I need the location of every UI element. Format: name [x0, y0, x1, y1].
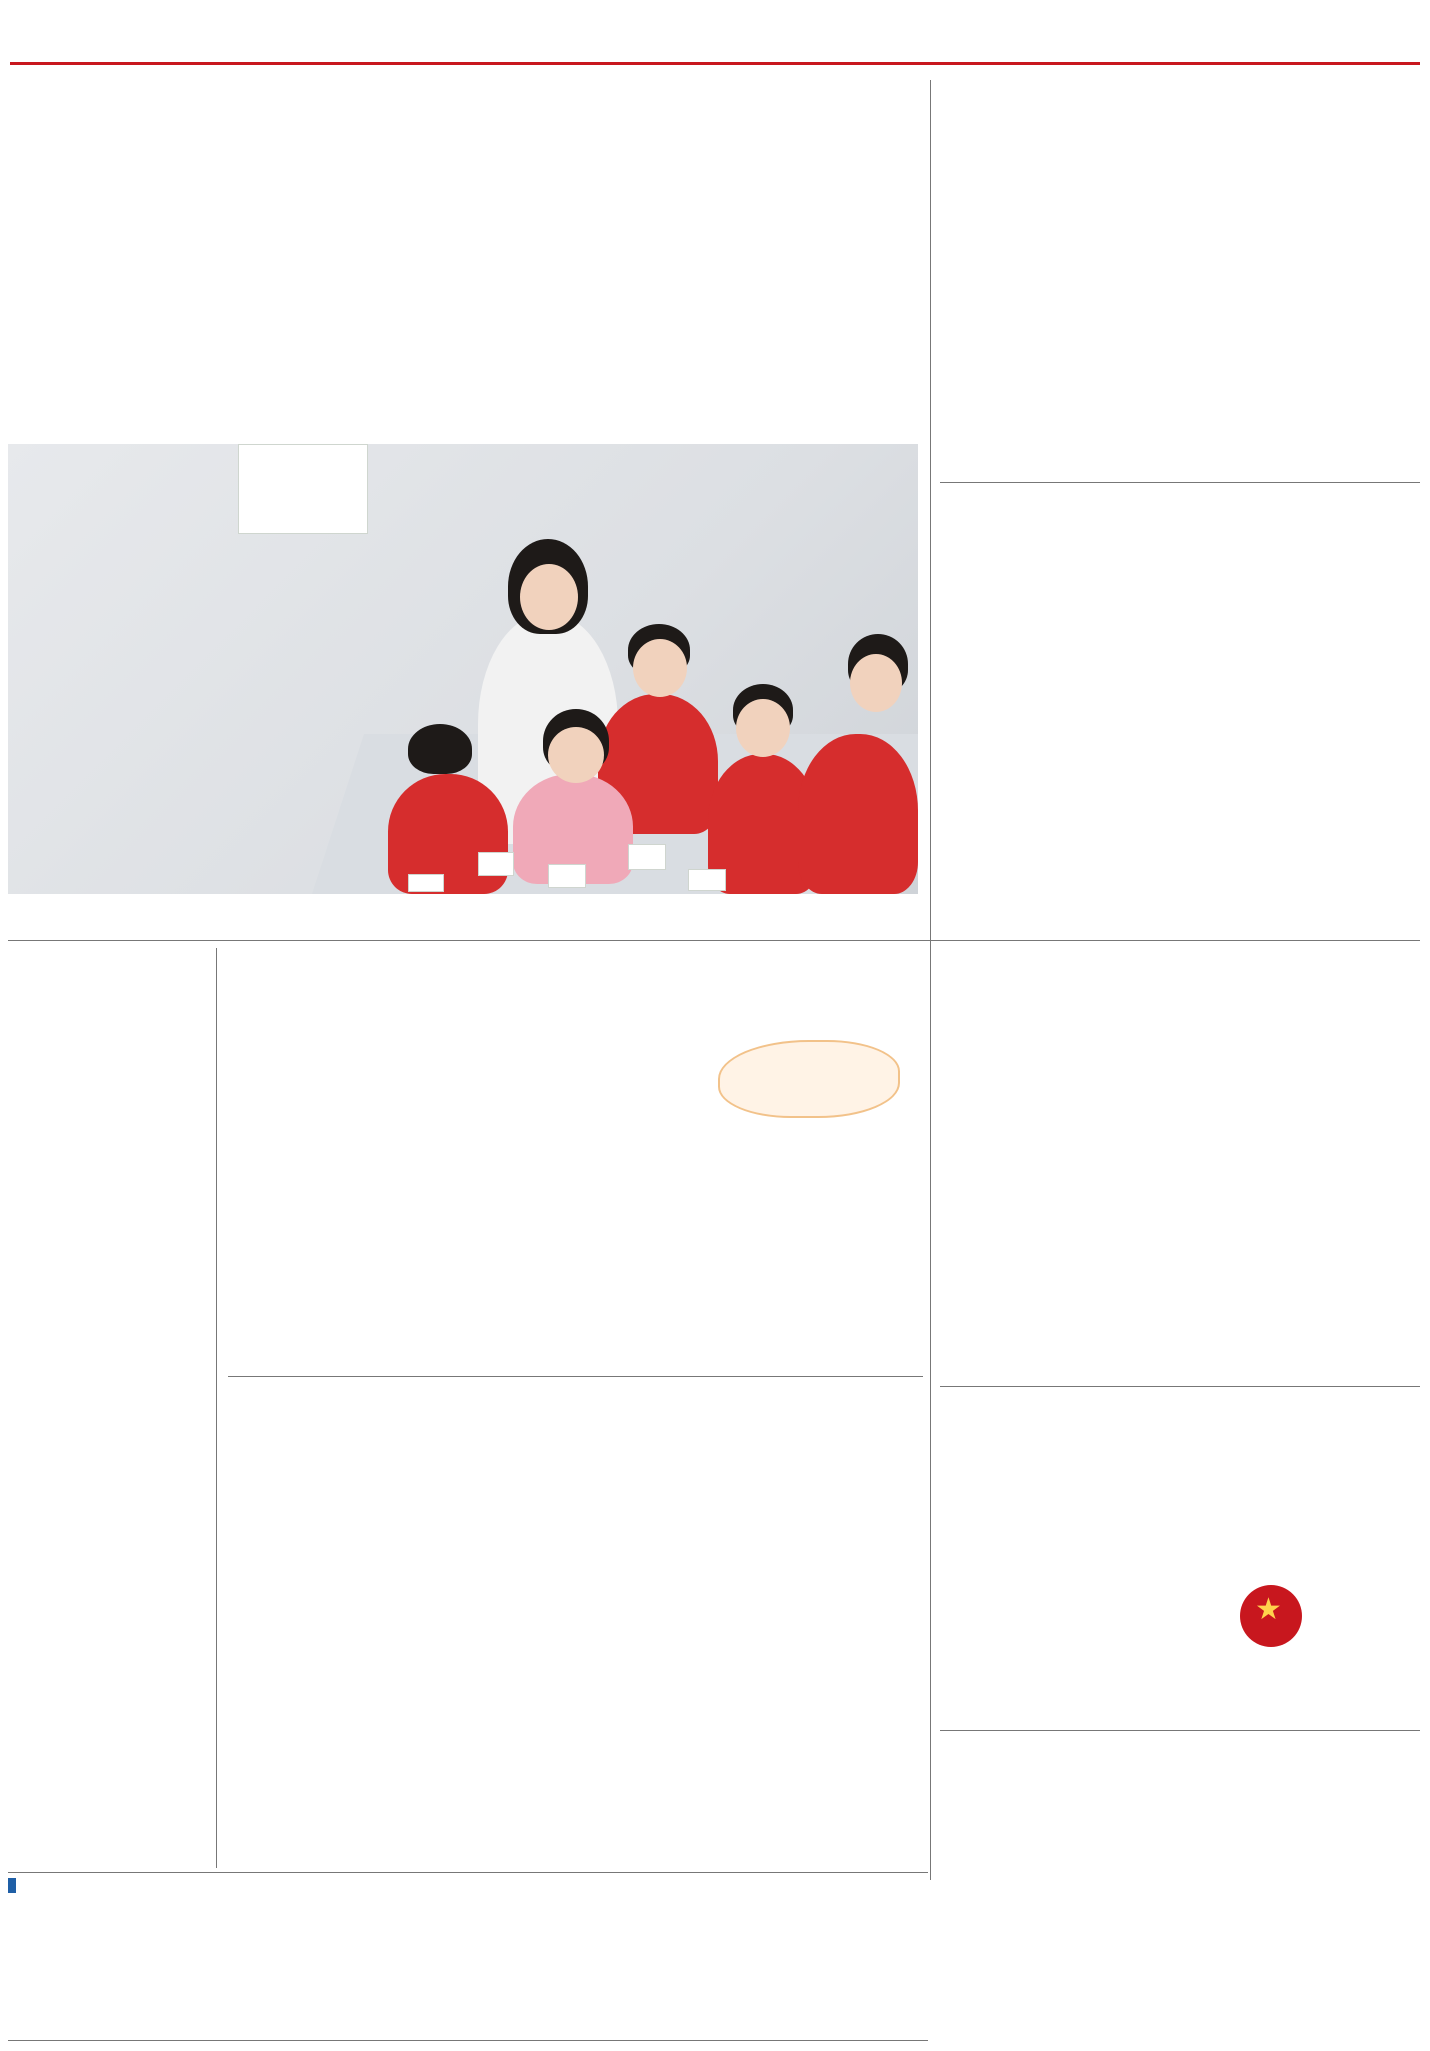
section-divider [8, 2040, 928, 2041]
teacher-face [520, 564, 578, 630]
jump1-body [8, 1878, 928, 2036]
student-hair [408, 724, 472, 774]
student-face [850, 654, 902, 712]
wall-board [238, 444, 368, 534]
poetry-card [408, 874, 444, 892]
section-divider [228, 1376, 923, 1377]
student-face [633, 639, 687, 697]
star-icon: ★ [1255, 1592, 1282, 1627]
fire-body [942, 1820, 1420, 2045]
science-body [942, 566, 1420, 926]
tourism-badge [718, 1040, 900, 1118]
lead-body [8, 150, 913, 436]
section-divider [8, 940, 1420, 941]
power-body [942, 1036, 1420, 1378]
section-divider [940, 1730, 1420, 1731]
girl-face [548, 727, 604, 783]
column-divider [216, 948, 217, 1868]
student-figure [388, 774, 508, 894]
masthead-rule [10, 62, 1420, 65]
jump1-tag [8, 1878, 16, 1893]
section-divider [940, 482, 1420, 483]
charging-body [8, 1166, 208, 1866]
section-divider [8, 1872, 928, 1873]
union-body [228, 1428, 920, 1868]
student-figure [798, 734, 918, 894]
procuratorate-body [942, 1468, 1420, 1718]
section-divider [940, 1386, 1420, 1387]
poetry-card [628, 844, 666, 870]
poetry-card [548, 864, 586, 888]
news-photo [8, 444, 918, 894]
student-face [736, 699, 790, 757]
poetry-card [688, 869, 726, 891]
poetry-card [478, 852, 514, 876]
paper-body [942, 164, 1420, 476]
column-divider [930, 80, 931, 1880]
